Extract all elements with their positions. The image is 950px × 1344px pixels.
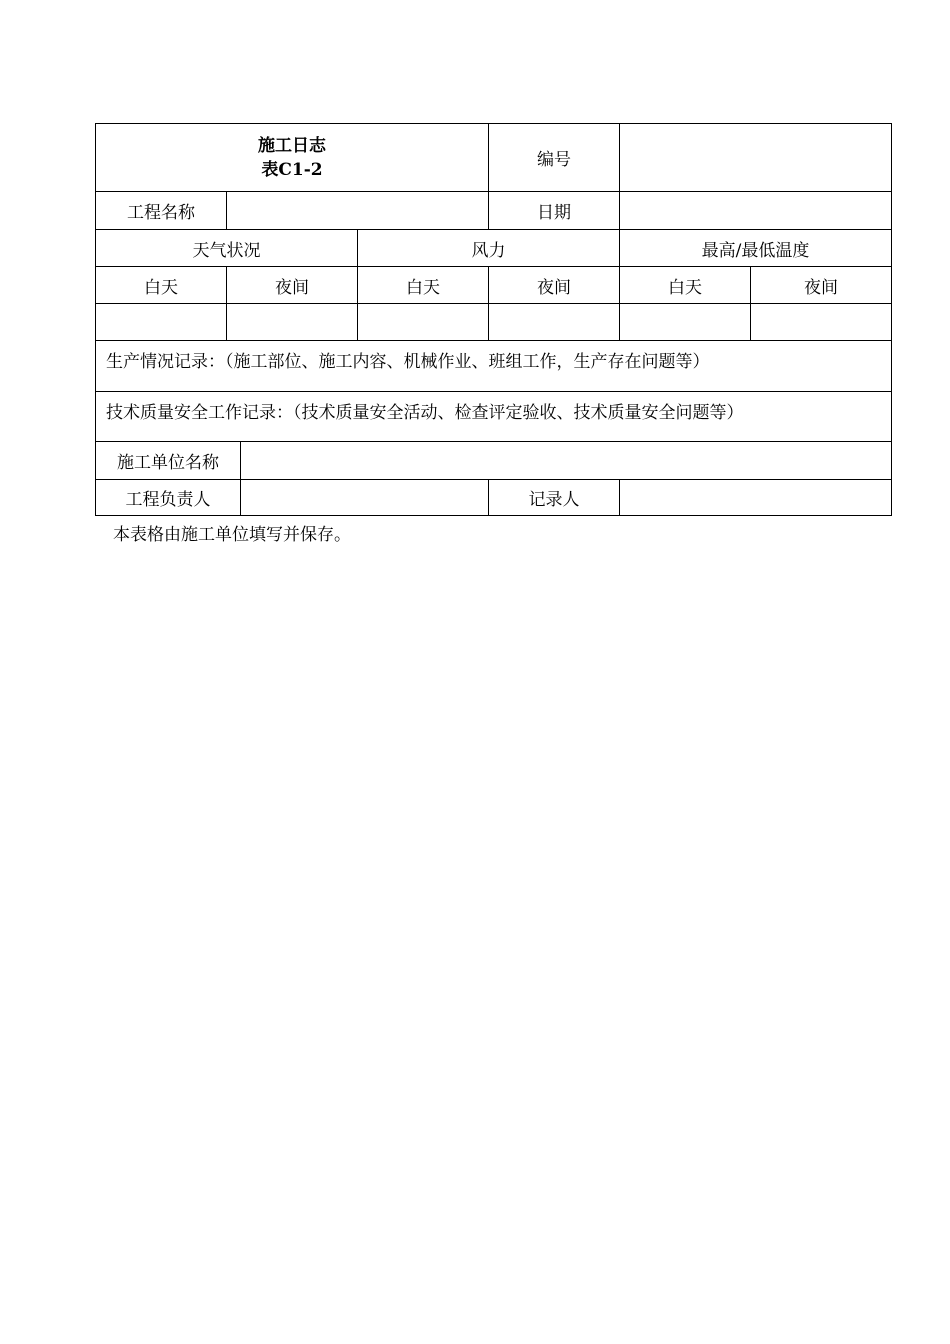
wind-night-header: 夜间	[489, 267, 620, 304]
temperature-day-field[interactable]	[620, 304, 751, 341]
temperature-label: 最高/最低温度	[620, 230, 892, 267]
weather-label: 天气状况	[96, 230, 358, 267]
form-title: 施工日志	[258, 135, 326, 156]
project-manager-label: 工程负责人	[96, 480, 241, 516]
project-name-field[interactable]	[227, 192, 489, 230]
form-footnote: 本表格由施工单位填写并保存。	[113, 525, 351, 545]
recorder-label: 记录人	[489, 480, 620, 516]
temperature-day-header: 白天	[620, 267, 751, 304]
wind-day-field[interactable]	[358, 304, 489, 341]
wind-label: 风力	[358, 230, 620, 267]
weather-day-field[interactable]	[96, 304, 227, 341]
project-manager-field[interactable]	[241, 480, 489, 516]
wind-day-header: 白天	[358, 267, 489, 304]
form-table-code: 表C1-2	[261, 159, 323, 180]
weather-night-field[interactable]	[227, 304, 358, 341]
date-field[interactable]	[620, 192, 892, 230]
form-title-cell	[96, 124, 489, 192]
temperature-night-field[interactable]	[751, 304, 892, 341]
tech-quality-safety-record-field[interactable]: 技术质量安全工作记录：（技术质量安全活动、检查评定验收、技术质量安全问题等）	[96, 392, 892, 442]
weather-night-header: 夜间	[227, 267, 358, 304]
recorder-field[interactable]	[620, 480, 892, 516]
weather-day-header: 白天	[96, 267, 227, 304]
temperature-night-header: 夜间	[751, 267, 892, 304]
contractor-field[interactable]	[241, 442, 892, 480]
construction-log-form	[95, 123, 892, 516]
date-label: 日期	[489, 192, 620, 230]
production-record-field[interactable]: 生产情况记录：（施工部位、施工内容、机械作业、班组工作，生产存在问题等）	[96, 341, 892, 392]
project-name-label: 工程名称	[96, 192, 227, 230]
number-label: 编号	[489, 124, 620, 192]
wind-night-field[interactable]	[489, 304, 620, 341]
contractor-label: 施工单位名称	[96, 442, 241, 480]
number-field[interactable]	[620, 124, 892, 192]
